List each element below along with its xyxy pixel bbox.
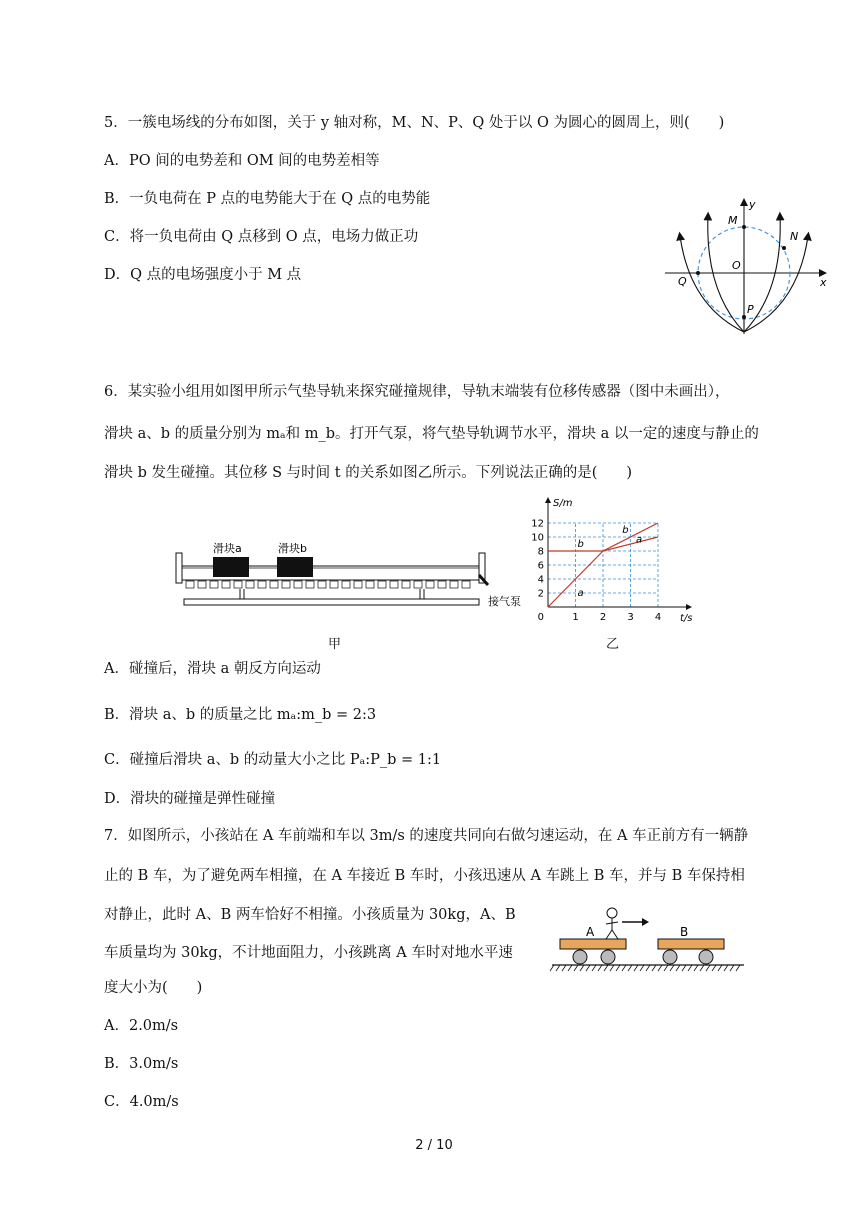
label-x: x: [820, 276, 827, 289]
x-tick-label: 2: [599, 612, 607, 623]
q6-option-a: A．碰撞后，滑块 a 朝反方向运动: [104, 661, 321, 677]
hatch-mark: [676, 965, 680, 971]
q7-stem-line-2: 止的 B 车，为了避免两车相撞，在 A 车接近 B 车时，小孩迅速从 A 车跳上 B 车，并与 B 车保持相: [104, 868, 745, 884]
hatch-mark: [610, 965, 614, 971]
track-hole: [210, 581, 218, 588]
q7-stem-line-4: 车质量均为 30kg，不计地面阻力，小孩跳离 A 车时对地水平速: [104, 945, 513, 961]
x-axis-arrow: [686, 604, 692, 610]
y-tick-label: 12: [531, 518, 544, 530]
hatch-mark: [568, 965, 572, 971]
track-holes: [186, 581, 470, 588]
pump-label: 接气泵: [488, 595, 521, 608]
track-hole: [186, 581, 194, 588]
x-tick-label: 1: [572, 612, 579, 623]
slider-b-label: 滑块b: [278, 542, 307, 555]
x-tick-label: 3: [627, 612, 634, 623]
q5-option-a: A．PO 间的电势差和 OM 间的电势差相等: [104, 153, 380, 169]
hatch-mark: [724, 965, 728, 971]
series-label-b: b: [577, 538, 584, 550]
hatch-mark: [700, 965, 704, 971]
hatch-mark: [592, 965, 596, 971]
carts-figure: [548, 902, 748, 974]
hatch-mark: [604, 965, 608, 971]
label-n: N: [790, 230, 799, 243]
hatch-mark: [598, 965, 602, 971]
hatch-mark: [694, 965, 698, 971]
hatch-mark: [550, 965, 554, 971]
hatch-mark: [586, 965, 590, 971]
track-hole: [258, 581, 266, 588]
cart-a-label: A: [586, 925, 595, 939]
track-hole: [378, 581, 386, 588]
hatch-mark: [622, 965, 626, 971]
hatch-mark: [658, 965, 662, 971]
slider-a-label: 滑块a: [213, 542, 242, 555]
track-hole: [426, 581, 434, 588]
track-hole: [354, 581, 362, 588]
hatch-mark: [688, 965, 692, 971]
track-hole: [198, 581, 206, 588]
hatch-mark: [562, 965, 566, 971]
hatch-mark: [580, 965, 584, 971]
hatch-mark: [640, 965, 644, 971]
y-axis-arrow: [545, 497, 551, 503]
track-hole: [282, 581, 290, 588]
label-m: M: [728, 214, 738, 227]
q7-option-a: A．2.0m/s: [104, 1018, 179, 1034]
cart-b-label: B: [680, 925, 689, 939]
q7-option-c: C．4.0m/s: [104, 1094, 179, 1110]
series-label-a: a: [577, 587, 584, 599]
hatch-mark: [634, 965, 638, 971]
hatch-mark: [712, 965, 716, 971]
hatch-mark: [718, 965, 722, 971]
q6-stem-line-3: 滑块 b 发生碰撞。其位移 S 与时间 t 的关系如图乙所示。下列说法正确的是( ): [104, 465, 633, 481]
origin-label: 0: [537, 612, 544, 623]
track-hole: [342, 581, 350, 588]
q6-option-d: D．滑块的碰撞是弹性碰撞: [104, 791, 276, 807]
series-label-b-after: b: [622, 524, 629, 536]
track-hole: [402, 581, 410, 588]
ground-hatch: [550, 965, 740, 971]
hatch-mark: [706, 965, 710, 971]
y-axis-label: S/m: [553, 498, 573, 509]
track-hole: [222, 581, 230, 588]
y-tick-label: 8: [537, 546, 544, 558]
track-hole: [462, 581, 470, 588]
y-tick-label: 6: [537, 560, 544, 572]
track-hole: [270, 581, 278, 588]
q5-option-c: C．将一负电荷由 Q 点移到 O 点，电场力做正功: [104, 229, 419, 245]
y-tick-label: 2: [537, 588, 544, 600]
y-tick-label: 4: [537, 574, 544, 586]
hatch-mark: [652, 965, 656, 971]
track-hole: [414, 581, 422, 588]
q6-option-b: B．滑块 a、b 的质量之比 mₐ:m_b = 2:3: [104, 707, 377, 723]
series-label-a-after: a: [636, 534, 643, 546]
hatch-mark: [670, 965, 674, 971]
hatch-mark: [556, 965, 560, 971]
q5-option-b: B．一负电荷在 P 点的电势能大于在 Q 点的电势能: [104, 191, 431, 207]
hatch-mark: [628, 965, 632, 971]
track-hole: [450, 581, 458, 588]
air-track-figure: [170, 535, 540, 615]
q7-option-b: B．3.0m/s: [104, 1056, 179, 1072]
fig-yi-caption: 乙: [606, 637, 620, 652]
q6-option-c: C．碰撞后滑块 a、b 的动量大小之比 Pₐ:P_b = 1:1: [104, 752, 442, 768]
q7-stem-line-1: 7．如图所示，小孩站在 A 车前端和车以 3m/s 的速度共同向右做匀速运动，在 A 车正前方有一辆静: [104, 828, 749, 844]
q6-stem-line-1: 6．某实验小组用如图甲所示气垫导轨来探究碰撞规律，导轨末端装有位移传感器（图中未画出），: [104, 384, 730, 400]
hatch-mark: [574, 965, 578, 971]
displacement-time-chart: [530, 495, 700, 630]
track-hole: [318, 581, 326, 588]
track-hole: [390, 581, 398, 588]
track-hole: [366, 581, 374, 588]
hatch-mark: [730, 965, 734, 971]
fig-jia-caption: 甲: [328, 637, 342, 652]
track-hole: [234, 581, 242, 588]
hatch-mark: [646, 965, 650, 971]
q7-stem-line-3: 对静止，此时 A、B 两车恰好不相撞。小孩质量为 30kg，A、B: [104, 907, 516, 923]
track-hole: [330, 581, 338, 588]
electric-field-figure: [660, 196, 830, 341]
y-tick-label: 10: [531, 532, 544, 544]
hatch-mark: [682, 965, 686, 971]
hatch-mark: [664, 965, 668, 971]
q5-option-d: D．Q 点的电场强度小于 M 点: [104, 267, 302, 283]
page-number: 2 / 10: [415, 1138, 453, 1153]
x-axis-label: t/s: [680, 613, 693, 624]
hatch-mark: [736, 965, 740, 971]
q7-stem-line-5: 度大小为( ): [104, 980, 203, 996]
track-hole: [294, 581, 302, 588]
q6-stem-line-2: 滑块 a、b 的质量分别为 mₐ和 m_b。打开气泵，将气垫导轨调节水平，滑块 a 以一定的速度与静止的: [104, 426, 759, 442]
label-o: O: [732, 259, 741, 272]
label-q: Q: [678, 275, 687, 288]
track-hole: [438, 581, 446, 588]
hatch-mark: [616, 965, 620, 971]
q5-stem: 5．一簇电场线的分布如图，关于 y 轴对称，M、N、P、Q 处于以 O 为圆心的圆周上，则( ): [104, 115, 725, 131]
track-hole: [246, 581, 254, 588]
x-tick-label: 4: [654, 612, 662, 623]
label-y: y: [749, 198, 756, 211]
label-p: P: [747, 303, 754, 316]
track-hole: [306, 581, 314, 588]
